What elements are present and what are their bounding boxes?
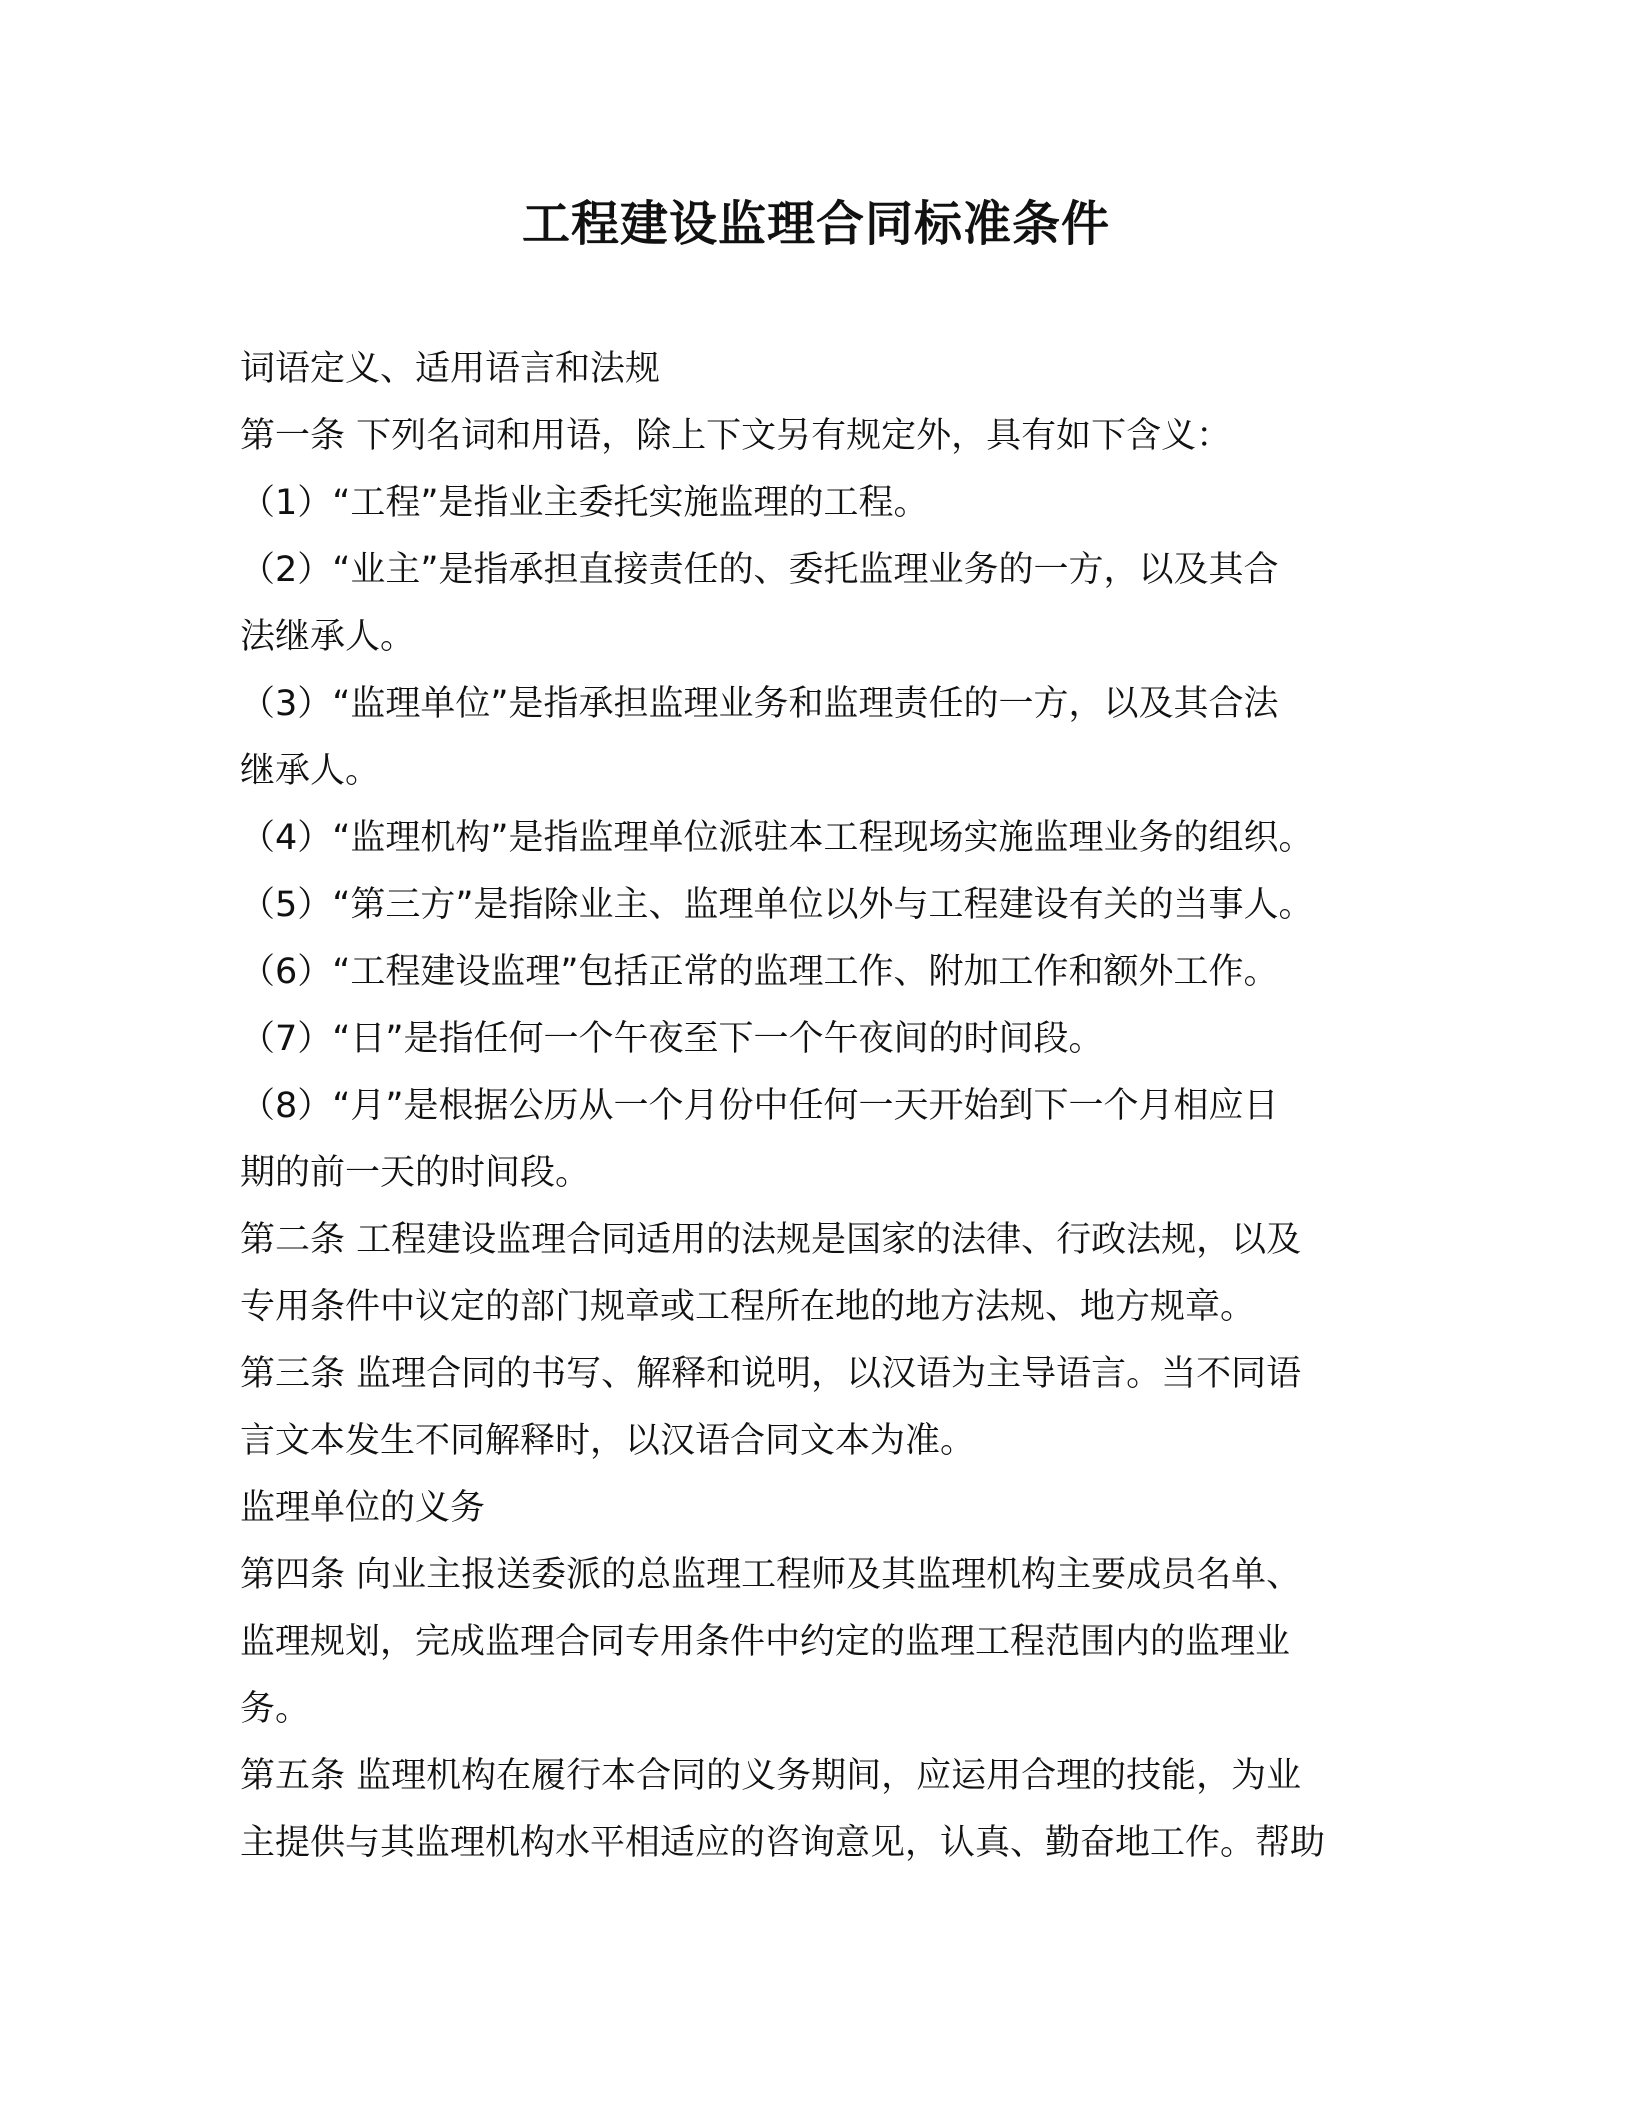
definition-3-continuation: 继承人。 [240, 751, 381, 791]
article-4-continuation: 务。 [240, 1689, 311, 1729]
article-1-line: 第一条 下列名词和用语，除上下文另有规定外，具有如下含义： [240, 416, 1232, 456]
definition-8-continuation: 期的前一天的时间段。 [240, 1153, 591, 1193]
definition-6-line: （6）“工程建设监理”包括正常的监理工作、附加工作和额外工作。 [240, 952, 1279, 992]
document-title: 工程建设监理合同标准条件 [521, 196, 1110, 252]
article-2-continuation: 专用条件中议定的部门规章或工程所在地的地方法规、地方规章。 [240, 1287, 1256, 1327]
definition-2-continuation: 法继承人。 [240, 617, 416, 657]
document-body [240, 336, 1390, 1877]
article-2-line: 第二条 工程建设监理合同适用的法规是国家的法律、行政法规，以及 [240, 1220, 1302, 1260]
definition-8-line: （8）“月”是根据公历从一个月份中任何一天开始到下一个月相应日 [240, 1086, 1279, 1126]
definition-1-line: （1）“工程”是指业主委托实施监理的工程。 [240, 483, 929, 523]
article-4-continuation: 监理规划，完成监理合同专用条件中约定的监理工程范围内的监理业 [240, 1622, 1291, 1662]
article-3-continuation: 言文本发生不同解释时，以汉语合同文本为准。 [240, 1421, 976, 1461]
article-4-line: 第四条 向业主报送委派的总监理工程师及其监理机构主要成员名单、 [240, 1555, 1302, 1595]
section-heading: 词语定义、适用语言和法规 [240, 349, 661, 389]
section-heading: 监理单位的义务 [240, 1488, 486, 1528]
definition-2-line: （2）“业主”是指承担直接责任的、委托监理业务的一方，以及其合 [240, 550, 1279, 590]
article-3-line: 第三条 监理合同的书写、解释和说明，以汉语为主导语言。当不同语 [240, 1354, 1302, 1394]
definition-7-line: （7）“日”是指任何一个午夜至下一个午夜间的时间段。 [240, 1019, 1104, 1059]
definition-4-line: （4）“监理机构”是指监理单位派驻本工程现场实施监理业务的组织。 [240, 818, 1314, 858]
definition-3-line: （3）“监理单位”是指承担监理业务和监理责任的一方，以及其合法 [240, 684, 1279, 724]
definition-5-line: （5）“第三方”是指除业主、监理单位以外与工程建设有关的当事人。 [240, 885, 1314, 925]
article-5-line: 第五条 监理机构在履行本合同的义务期间，应运用合理的技能，为业 [240, 1756, 1302, 1796]
article-5-continuation: 主提供与其监理机构水平相适应的咨询意见，认真、勤奋地工作。帮助 [240, 1823, 1326, 1863]
